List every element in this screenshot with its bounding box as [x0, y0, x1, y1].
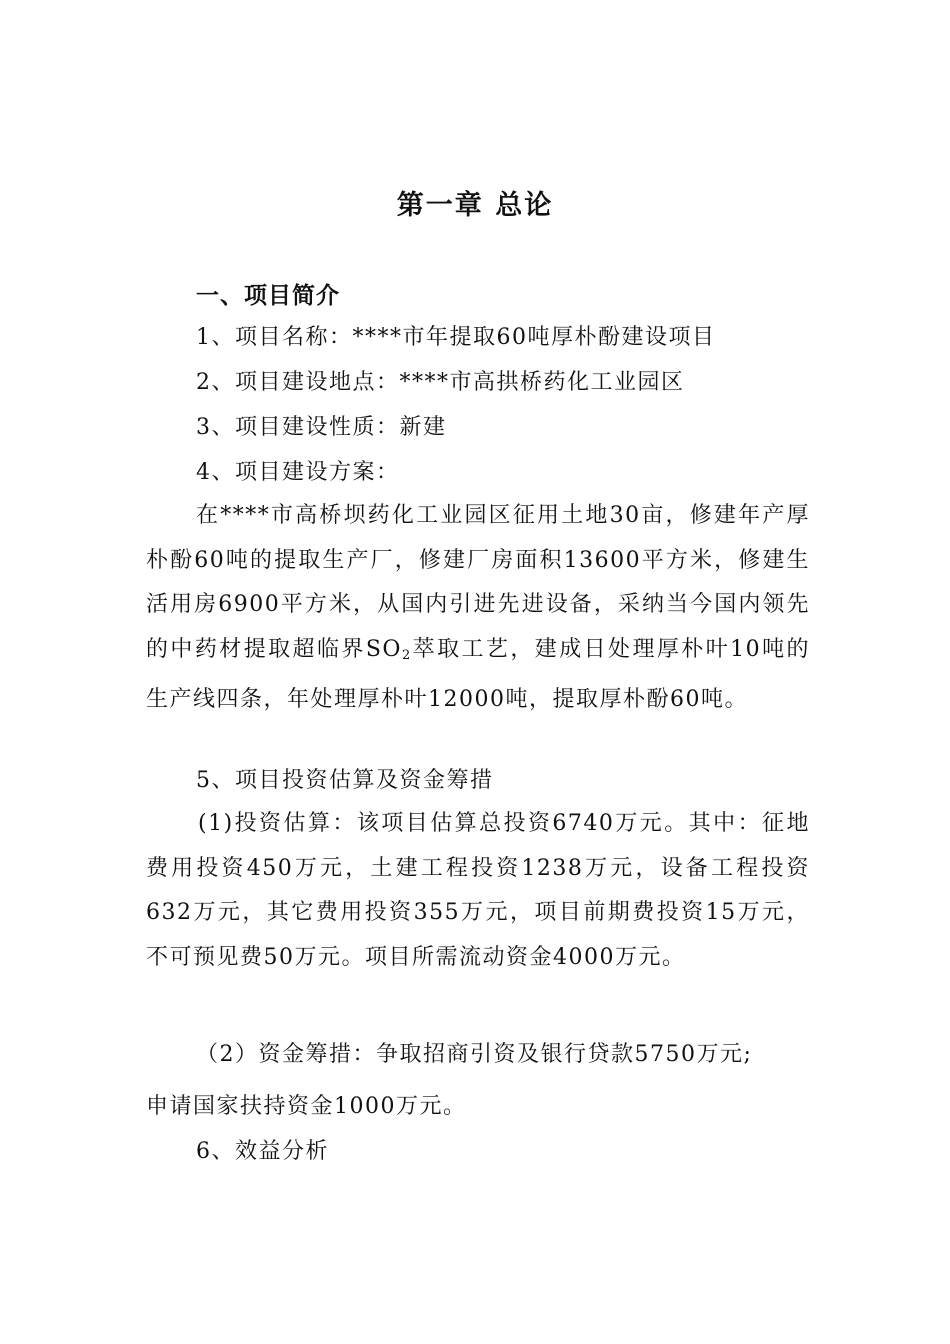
plan-text-part1: 在****市高桥坝药化工业园区征用土地30亩，修建年产厚朴酚60吨的提取生产厂，修建厂房面积13600平方米，修建生活用房6900平方米，从国内引进先进设备，采纳当今国内领先的中药材提取超临界SO	[146, 503, 810, 662]
chapter-title: 第一章 总论	[396, 190, 554, 221]
item-project-nature: 3、项目建设性质：新建	[196, 415, 447, 440]
plan-paragraph	[146, 494, 810, 723]
item-plan-heading: 4、项目建设方案：	[196, 460, 400, 485]
plan-text-part2: 萃取工艺，建成日处理厚朴叶10吨的生产线四条，年处理厚朴叶12000吨，提取厚朴酚60吨。	[146, 636, 811, 712]
funding-line-2: 申请国家扶持资金1000万元。	[146, 1094, 467, 1119]
section-title: 一、项目简介	[196, 283, 340, 309]
plan-subscript: 2	[401, 647, 412, 663]
item-project-name: 1、项目名称：****市年提取60吨厚朴酚建设项目	[196, 325, 716, 350]
investment-heading: 5、项目投资估算及资金筹措	[196, 768, 494, 793]
funding-line-1: （2）资金筹措：争取招商引资及银行贷款5750万元;	[196, 1042, 753, 1067]
investment-estimate-paragraph: (1)投资估算：该项目估算总投资6740万元。其中：征地费用投资450万元，土建工程投资1238万元，设备工程投资632万元，其它费用投资355万元，项目前期费投资15万元，不可预见费50万元。项目所需流动资金4000万元。	[146, 811, 810, 970]
item-project-location: 2、项目建设地点：****市高拱桥药化工业园区	[196, 370, 685, 395]
benefit-heading: 6、效益分析	[196, 1139, 329, 1164]
